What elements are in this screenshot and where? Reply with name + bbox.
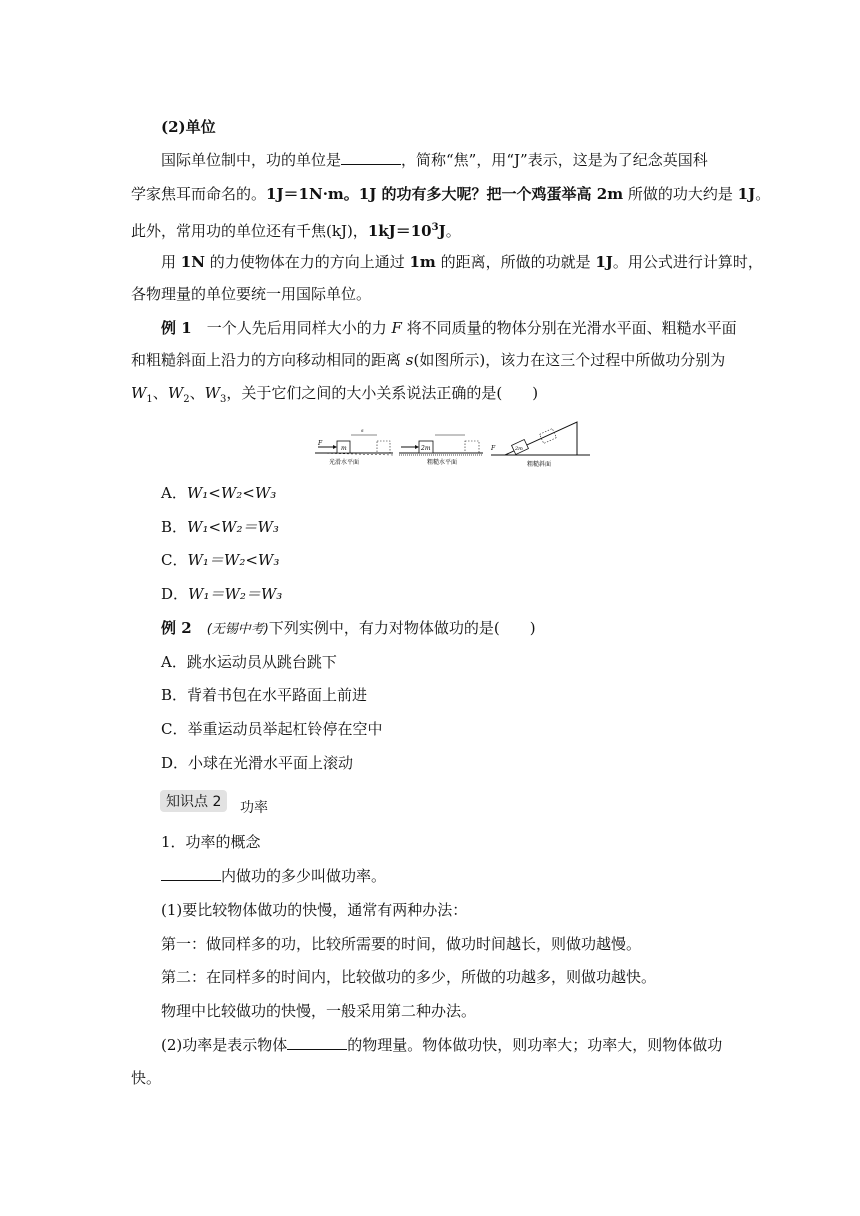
example-1-line: $W_1$、$W_2$、$W_3$，关于它们之间的大小关系说法正确的是( ) — [131, 384, 539, 405]
force-label: F — [491, 445, 496, 452]
surface-label-incline: 粗糙斜面 — [527, 461, 552, 468]
fill-blank[interactable] — [287, 1035, 347, 1050]
option-a[interactable]: A．跳水运动员从跳台跳下 — [161, 653, 337, 671]
fill-blank[interactable] — [341, 150, 401, 165]
example-1-line: 例 1 一个人先后用同样大小的力 F 将不同质量的物体分别在光滑水平面、粗糙水平面 — [161, 319, 737, 337]
paragraph-line: 第一：做同样多的功，比较所需要的时间，做功时间越长，则做功越慢。 — [161, 935, 642, 953]
knowledge-point-title: 功率 — [240, 800, 268, 816]
rough-incline-panel — [490, 422, 590, 468]
section-heading-unit: (2)单位 — [161, 118, 216, 136]
option-c[interactable]: C．W₁＝W₂<W₃ — [161, 551, 280, 569]
paragraph-line: 学家焦耳而命名的。1J＝1N·m。1J 的功有多大呢？把一个鸡蛋举高 2m 所做的功大约是 1J。 — [131, 185, 771, 203]
mass-label: 2m — [421, 445, 431, 452]
paragraph-line: (1)要比较物体做功的快慢，通常有两种办法： — [161, 901, 468, 919]
concept-heading: 1．功率的概念 — [161, 833, 261, 851]
paragraph-line: 第二：在同样多的时间内，比较做功的多少，所做的功越多，则做功越快。 — [161, 968, 657, 986]
smooth-surface-panel — [315, 428, 393, 466]
paragraph-line: 国际单位制中，功的单位是 ，简称“焦”，用“J”表示，这是为了纪念英国科 — [161, 151, 708, 169]
mass-label: 2m — [515, 446, 523, 452]
paragraph-line: 物理中比较做功的快慢，一般采用第二种办法。 — [161, 1002, 477, 1020]
distance-label: s — [361, 428, 364, 434]
paragraph-line: 各物理量的单位要统一用国际单位。 — [131, 285, 372, 303]
surface-label-rough: 粗糙水平面 — [427, 459, 458, 466]
paragraph-line: 快。 — [131, 1069, 162, 1087]
option-d[interactable]: D．W₁＝W₂＝W₃ — [161, 585, 283, 603]
example-1-line: 和粗糙斜面上沿力的方向移动相同的距离 s(如图所示)，该力在这三个过程中所做功分别为 — [131, 351, 726, 369]
option-a[interactable]: A．W₁<W₂<W₃ — [161, 484, 277, 502]
knowledge-point-badge: 知识点 2 — [160, 790, 227, 812]
paragraph-line: 此外，常用功的单位还有千焦(kJ)，$1kJ=10^3J$。 — [131, 222, 461, 240]
force-label: F — [318, 440, 323, 447]
example-1-figure — [315, 420, 590, 470]
example-2-question: 例 2 (无锡中考)下列实例中，有力对物体做功的是( ) — [161, 619, 536, 637]
surface-label-smooth: 光滑水平面 — [329, 459, 360, 466]
definition-line: 内做功的多少叫做功率。 — [161, 866, 386, 886]
rough-surface-panel — [399, 435, 483, 466]
option-d[interactable]: D．小球在光滑水平面上滚动 — [161, 754, 354, 772]
fill-blank[interactable] — [161, 866, 221, 881]
paragraph-line: 用 1N 的力使物体在力的方向上通过 1m 的距离，所做的功就是 1J。用公式进行计算时， — [161, 253, 763, 271]
option-c[interactable]: C．举重运动员举起杠铃停在空中 — [161, 720, 383, 738]
mass-label: m — [341, 445, 347, 452]
option-b[interactable]: B．W₁<W₂＝W₃ — [161, 518, 279, 536]
option-b[interactable]: B．背着书包在水平路面上前进 — [161, 686, 368, 704]
paragraph-line: (2)功率是表示物体 的物理量。物体做功快，则功率大；功率大，则物体做功 — [161, 1036, 723, 1054]
